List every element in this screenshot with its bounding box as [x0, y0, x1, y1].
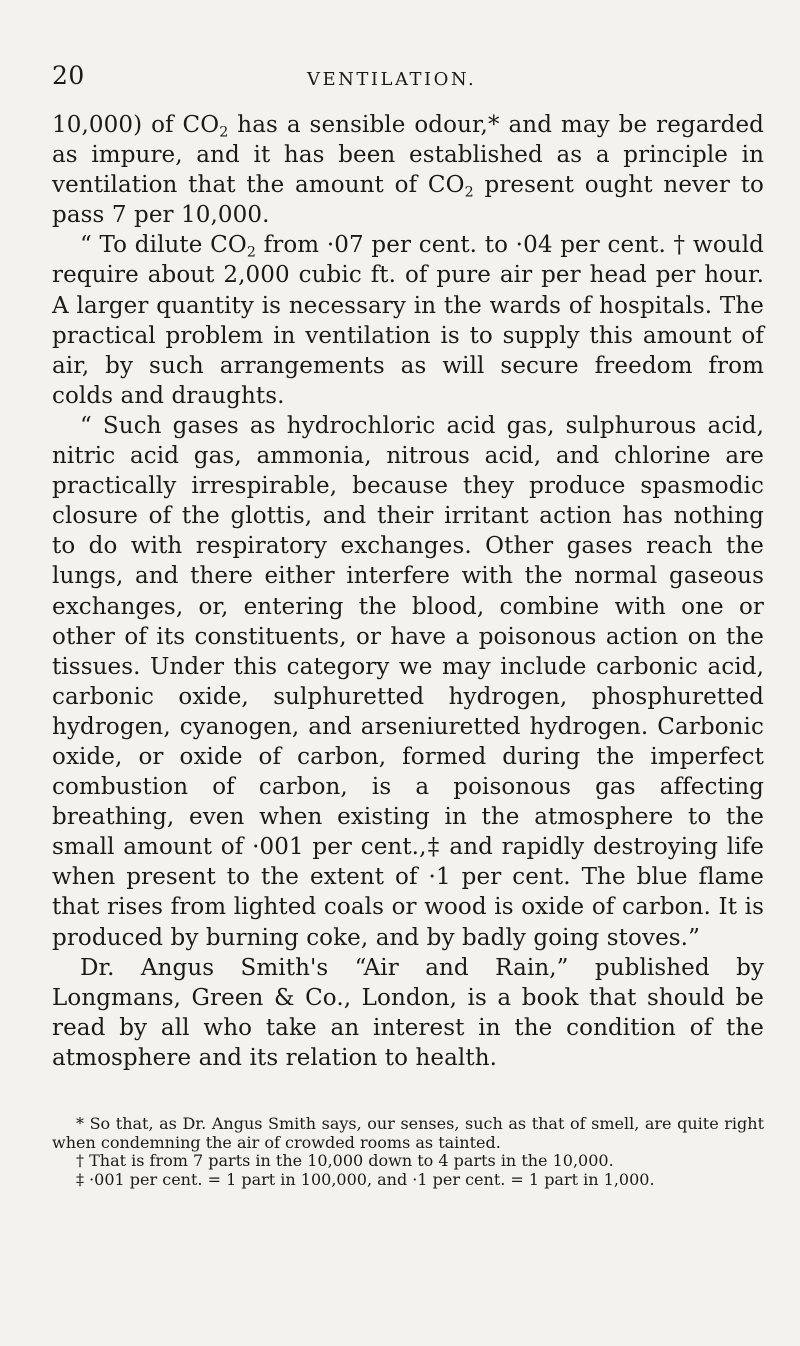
- paragraph-dilution: “ To dilute $CO_2$ from ·07 per cent. to ·04 per cent. † would require about 2,000 cubic ft. of pure air per head per hour. A larger quantity is necessary in the wards of hospitals. The practical problem in ventilation is to supply this amount of air, by such arrangements as will secure freedom from colds and draughts.: [52, 232, 764, 409]
- footnotes: [52, 1115, 764, 1189]
- paragraph-gases: “ Such gases as hydrochloric acid gas, sulphurous acid, nitric acid gas, ammonia, nitrous acid, and chlorine are practically irrespirable, because they produce spasmodic closure of the glottis, and their irritant action has nothing to do with respiratory exchanges. Other gases reach the lungs, and there either interfere with the normal gaseous exchanges, or, entering the blood, combine with one or other of its constituents, or have a poisonous action on the tissues. Under this category we may include carbonic acid, carbonic oxide, sulphuretted hydrogen, phosphuretted hydrogen, cyanogen, and arseniuretted hydrogen. Carbonic oxide, or oxide of carbon, formed during the imperfect combustion of carbon, is a poisonous gas affecting breathing, even when existing in the atmosphere to the small amount of ·001 per cent.,‡ and rapidly destroying life when present to the extent of ·1 per cent. The blue flame that rises from lighted coals or wood is oxide of carbon. It is produced by burning coke, and by badly going stoves.”: [52, 412, 764, 951]
- page-number: 20: [52, 61, 85, 90]
- paragraph-co2-impurity: 10,000) of $CO_2$ has a sensible odour,* and may be regarded as impure, and it has been established as a principle in ventilation that the amount of $CO_2$ present ought never to pass 7 per 10,000.: [52, 112, 765, 229]
- running-title: VENTILATION.: [307, 69, 477, 90]
- body-text: [52, 110, 764, 1073]
- subscript: 2: [219, 124, 229, 141]
- paragraph-book-reference: Dr. Angus Smith's “Air and Rain,” published by Longmans, Green & Co., London, is a book that should be read by all who take an interest in the condition of the atmosphere and its relation to health.: [52, 954, 764, 1071]
- book-page: [52, 62, 764, 1189]
- footnote-double-dagger: ‡ ·001 per cent. = 1 part in 100,000, and ·1 per cent. = 1 part in 1,000.: [76, 1169, 655, 1189]
- subscript: 2: [246, 244, 256, 261]
- running-head: [52, 62, 764, 110]
- footnote-asterisk: * So that, as Dr. Angus Smith says, our senses, such as that of smell, are quite right when condemning the air of crowded rooms as tainted.: [52, 1114, 764, 1152]
- subscript: 2: [464, 184, 474, 201]
- footnote-dagger: † That is from 7 parts in the 10,000 down to 4 parts in the 10,000.: [76, 1151, 614, 1171]
